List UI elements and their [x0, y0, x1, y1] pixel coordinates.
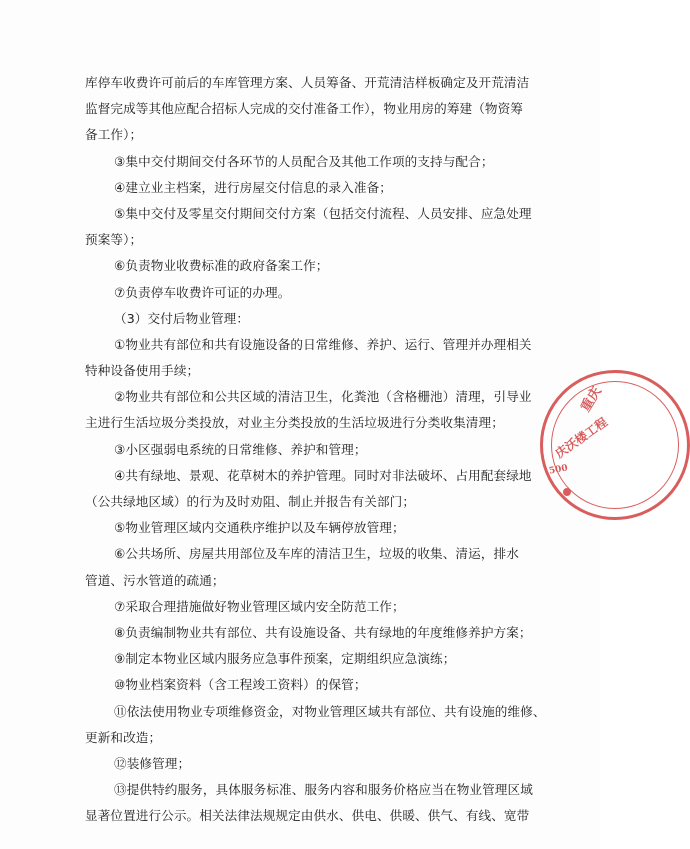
text-line: ⑪依法使用物业专项维修资金，对物业管理区域共有部位、共有设施的维修、: [114, 703, 546, 719]
text-line: ④建立业主档案，进行房屋交付信息的录入准备；: [114, 179, 392, 195]
seal-text-top: 重庆: [578, 384, 605, 415]
text-line: ⑤集中交付及零星交付期间交付方案（包括交付流程、人员安排、应急处理: [114, 205, 532, 221]
text-line: ⑥公共场所、房屋共用部位及车库的清洁卫生，垃圾的收集、清运，排水: [114, 546, 519, 562]
text-line: ⑬提供特约服务，具体服务标准、服务内容和服务价格应当在物业管理区域: [114, 782, 533, 798]
text-line: 库停车收费许可前后的车库管理方案、人员筹备、开荒清洁样板确定及开荒清洁: [85, 75, 530, 90]
company-seal: [540, 370, 690, 520]
text-line: 监督完成等其他应配合招标人完成的交付准备工作），物业用房的筹建（物资筹: [85, 101, 523, 117]
text-line: 管道、污水管道的疏通；: [85, 572, 225, 588]
seal-star-icon: [563, 488, 571, 496]
seal-text-bottom: 500: [548, 463, 569, 477]
text-line: ⑦负责停车收费许可证的办理。: [114, 284, 291, 300]
text-line: 更新和改造；: [85, 729, 162, 745]
text-line: ①物业共有部位和共有设施设备的日常维修、养护、运行、管理并办理相关: [114, 336, 532, 352]
text-line: 主进行生活垃圾分类投放，对业主分类投放的生活垃圾进行分类收集清理；: [85, 415, 504, 431]
text-line: ③小区强弱电系统的日常维修、养护和管理；: [114, 441, 367, 457]
text-line: 预案等）；: [85, 232, 143, 248]
text-line: 备工作）；: [85, 127, 143, 143]
text-line: ⑧负责编制物业共有部位、共有设施设备、共有绿地的年度维修养护方案；: [114, 624, 532, 640]
text-line: ⑥负责物业收费标准的政府备案工作；: [114, 258, 329, 274]
text-line: 特种设备使用手续；: [85, 363, 200, 379]
text-line: ⑨制定本物业区域内服务应急事件预案，定期组织应急演练；: [114, 651, 456, 667]
seal-text-mid: 庆沃楼工程: [552, 414, 610, 461]
text-line: ⑫装修管理；: [114, 755, 191, 771]
text-line: （公共绿地区域）的行为及时劝阻、制止并报告有关部门；: [85, 494, 416, 509]
text-line: ④共有绿地、景观、花草树木的养护管理。同时对非法破坏、占用配套绿地: [114, 467, 532, 483]
text-line: 显著位置进行公示。相关法律法规规定由供水、供电、供暖、供气、有线、宽带: [85, 808, 530, 824]
text-line: ⑤物业管理区域内交通秩序维护以及车辆停放管理；: [114, 520, 405, 536]
text-line: ⑩物业档案资料（含工程竣工资料）的保管；: [114, 677, 367, 693]
text-line: ⑦采取合理措施做好物业管理区域内安全防范工作；: [114, 598, 405, 614]
text-line: ③集中交付期间交付各环节的人员配合及其他工作项的支持与配合；: [114, 153, 494, 169]
document-body: [85, 70, 546, 829]
text-line: ②物业共有部位和公共区域的清洁卫生，化粪池（含格栅池）清理，引导业: [114, 389, 532, 405]
text-line: （3）交付后物业管理：: [114, 310, 250, 326]
